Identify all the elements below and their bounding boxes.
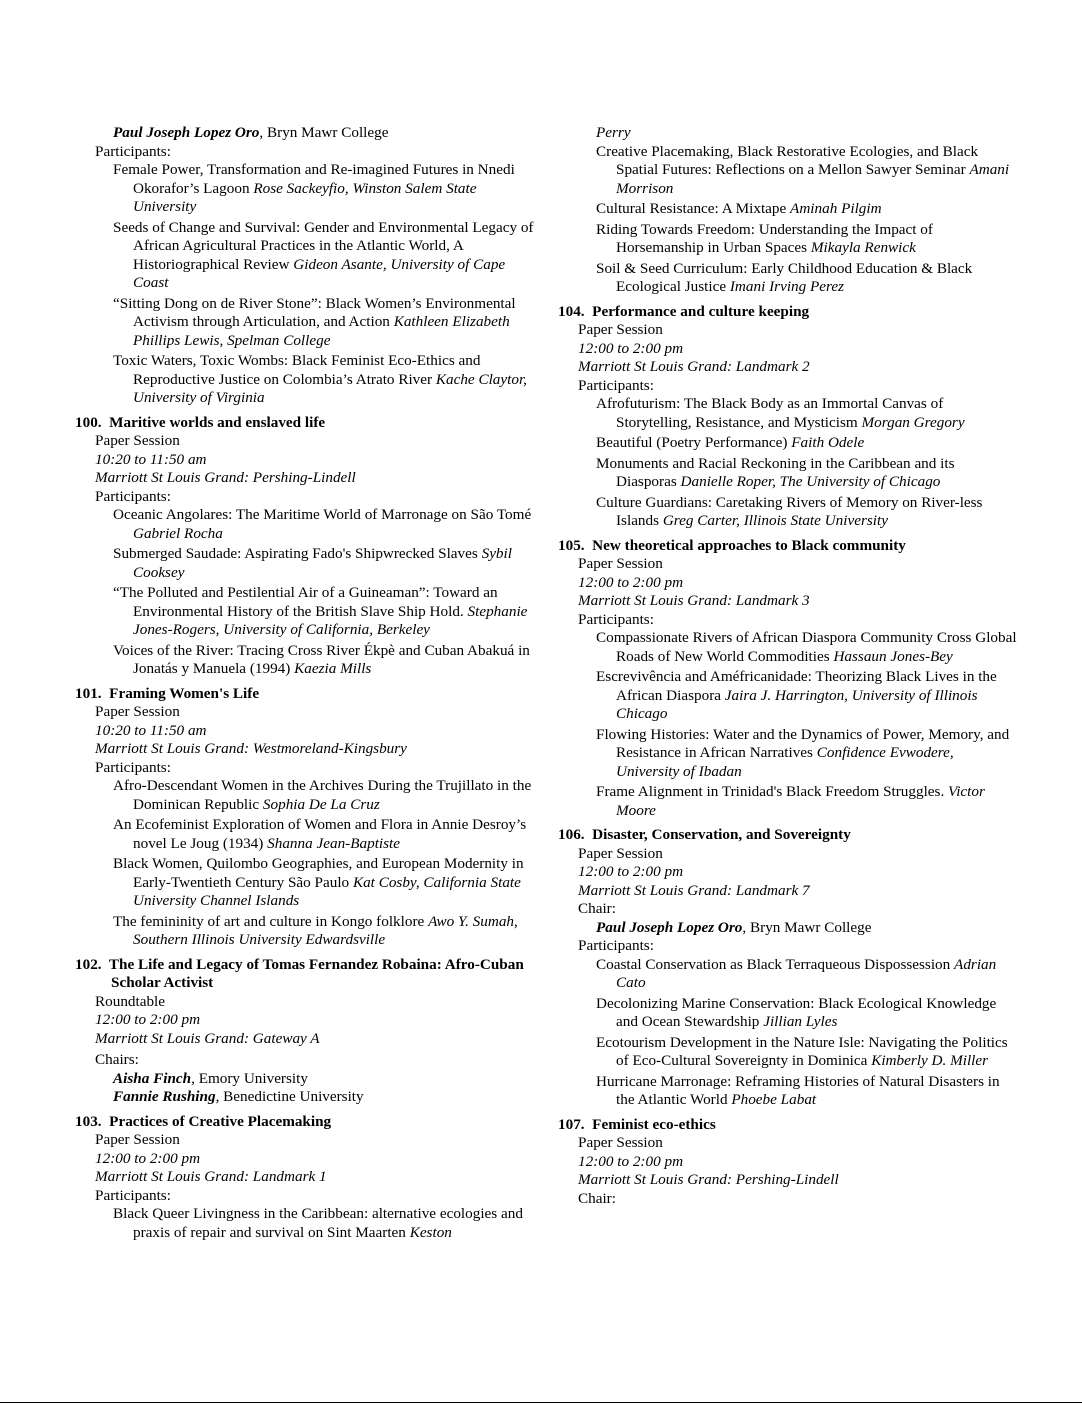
paper-entry: Riding Towards Freedom: Understanding the Impact of Horsemanship in Urban Spaces Mikayla Renwick <box>596 220 933 256</box>
paper-entry: Seeds of Change and Survival: Gender and Environmental Legacy of African Agricultural Practices in the Atlantic World, A Historiographical Review Gideon Asante, University of Cape Coast <box>113 218 534 291</box>
participants-label: Participants: <box>95 487 171 505</box>
chair-person: Paul Joseph Lopez Oro, Bryn Mawr College <box>596 918 872 936</box>
session-title: 106. Disaster, Conservation, and Sovereignty <box>558 826 851 843</box>
paper-entry: “Sitting Dong on de River Stone”: Black Women’s Environmental Activism through Articulation, and Action Kathleen Elizabeth Phillips Lewis, Spelman College <box>113 294 516 349</box>
session-type: Paper Session <box>578 321 663 338</box>
chairs-label: Chairs: <box>95 1051 139 1068</box>
participants-label: Participants: <box>578 610 654 628</box>
session-location: Marriott St Louis Grand: Landmark 2 <box>578 358 810 375</box>
paper-entry: Escrevivência and Améfricanidade: Theorizing Black Lives in the African Diaspora Jaira J. Harrington, University of Illinois Chicago <box>596 668 997 722</box>
session-title: 107. Feminist eco-ethics <box>558 1115 716 1133</box>
session-time: 12:00 to 2:00 pm <box>95 1149 201 1167</box>
participants-label: Participants: <box>95 1186 171 1204</box>
session-title: 104. Performance and culture keeping <box>558 302 810 320</box>
session-type: Paper Session <box>95 1131 180 1148</box>
participants-label: Participants: <box>578 937 654 954</box>
paper-entry: Oceanic Angolares: The Maritime World of Marronage on São Tomé Gabriel Rocha <box>113 506 532 542</box>
session-type: Paper Session <box>95 703 180 720</box>
session-time: 10:20 to 11:50 am <box>95 721 207 739</box>
paper-entry: Toxic Waters, Toxic Wombs: Black Feminist Eco-Ethics and Reproductive Justice on Colombia’s Atrato River Kache Claytor, University of Virginia <box>113 352 527 406</box>
session-location: Marriott St Louis Grand: Landmark 1 <box>95 1168 327 1185</box>
chair-label: Chair: <box>578 900 616 917</box>
paper-entry: Soil & Seed Curriculum: Early Childhood Education & Black Ecological Justice Imani Irving Perez <box>596 259 973 295</box>
chair-person: Paul Joseph Lopez Oro, Bryn Mawr College <box>113 124 389 141</box>
session-107 <box>558 1116 1018 1209</box>
session-106 <box>558 826 1018 1110</box>
participants-label: Participants: <box>578 376 654 394</box>
page-bottom-rule <box>0 1402 1082 1403</box>
paper-entry: Hurricane Marronage: Reframing Histories of Natural Disasters in the Atlantic World Phoebe Labat <box>596 1072 1000 1108</box>
paper-entry: Flowing Histories: Water and the Dynamics of Power, Memory, and Resistance in African Narratives Confidence Evwodere, University of Ibadan <box>596 725 1010 780</box>
paper-entry: Monuments and Racial Reckoning in the Caribbean and its Diasporas Danielle Roper, The University of Chicago <box>596 454 955 490</box>
carried-author: Perry <box>596 124 631 141</box>
paper-entry: Beautiful (Poetry Performance) Faith Odele <box>596 434 865 451</box>
paper-entry: Culture Guardians: Caretaking Rivers of Memory on River-less Islands Greg Carter, Illinois State University <box>596 493 983 529</box>
session-time: 12:00 to 2:00 pm <box>578 1152 684 1170</box>
session-time: 12:00 to 2:00 pm <box>578 863 684 880</box>
session-100 <box>75 414 535 679</box>
session-time: 12:00 to 2:00 pm <box>578 339 684 357</box>
session-time: 12:00 to 2:00 pm <box>95 1011 201 1028</box>
paper-entry: Creative Placemaking, Black Restorative Ecologies, and Black Spatial Futures: Reflections on a Mellon Sawyer Seminar Amani Morrison <box>596 142 1010 197</box>
session-location: Marriott St Louis Grand: Landmark 3 <box>578 592 810 609</box>
participants-label: Participants: <box>95 758 171 776</box>
session-title: 100. Maritive worlds and enslaved life <box>75 413 326 431</box>
session-101 <box>75 685 535 950</box>
paper-entry: Voices of the River: Tracing Cross River Ékpè and Cuban Abakuá in Jonatás y Manuela (1994) Kaezia Mills <box>113 641 530 677</box>
chair-label: Chair: <box>578 1189 616 1207</box>
paper-entry: “The Polluted and Pestilential Air of a Guineaman”: Toward an Environmental History of the British Slave Ship Hold. Stephanie Jones-Rogers, University of California, Berkeley <box>113 584 528 638</box>
paper-entry: An Ecofeminist Exploration of Women and Flora in Annie Desroy’s novel Le Joug (1934) Shanna Jean-Baptiste <box>113 816 527 852</box>
participants-label: Participants: <box>95 142 171 160</box>
session-type: Roundtable <box>95 992 166 1010</box>
session-location: Marriott St Louis Grand: Pershing-Lindell <box>578 1171 839 1188</box>
chair-person: Aisha Finch, Emory University <box>113 1069 308 1087</box>
session-location: Marriott St Louis Grand: Pershing-Lindell <box>95 469 356 486</box>
session-type: Paper Session <box>95 432 180 449</box>
right-column <box>558 124 1018 1208</box>
paper-entry: Ecotourism Development in the Nature Isle: Navigating the Politics of Eco-Cultural Sovereignty in Dominica Kimberly D. Miller <box>596 1033 1008 1069</box>
paper-entry: The femininity of art and culture in Kongo folklore Awo Y. Sumah, Southern Illinois University Edwardsville <box>113 912 518 948</box>
session-location: Marriott St Louis Grand: Landmark 7 <box>578 881 810 899</box>
paper-entry: Frame Alignment in Trinidad's Black Freedom Struggles. Victor Moore <box>596 783 985 819</box>
paper-entry: Afro-Descendant Women in the Archives During the Trujillato in the Dominican Republic Sophia De La Cruz <box>113 777 532 813</box>
session-time: 12:00 to 2:00 pm <box>578 573 684 591</box>
paper-entry: Coastal Conservation as Black Terraqueous Dispossession Adrian Cato <box>596 955 997 991</box>
paper-entry: Black Women, Quilombo Geographies, and European Modernity in Early-Twentieth Century São Paulo Kat Cosby, California State University Channel Islands <box>113 855 524 909</box>
session-title: 102. The Life and Legacy of Tomas Fernandez Robaina: Afro-Cuban Scholar Activist <box>75 955 524 991</box>
paper-entry: Black Queer Livingness in the Caribbean: alternative ecologies and praxis of repair and survival on Sint Maarten Keston <box>113 1205 523 1241</box>
session-type: Paper Session <box>578 844 663 862</box>
session-title: 103. Practices of Creative Placemaking <box>75 1112 332 1130</box>
paper-entry: Female Power, Transformation and Re-imagined Futures in Nnedi Okorafor’s Lagoon Rose Sackeyfio, Winston Salem State University <box>113 161 515 215</box>
session-104 <box>558 303 1018 531</box>
chair-person: Fannie Rushing, Benedictine University <box>113 1088 364 1105</box>
session-location: Marriott St Louis Grand: Gateway A <box>95 1029 320 1047</box>
paper-entry: Compassionate Rivers of African Diaspora Community Cross Global Roads of New World Commodities Hassaun Jones-Bey <box>596 629 1017 665</box>
left-column <box>75 124 535 1244</box>
session-title: 101. Framing Women's Life <box>75 684 260 702</box>
session-title: 105. New theoretical approaches to Black community <box>558 536 906 554</box>
paper-entry: Cultural Resistance: A Mixtape Aminah Pilgim <box>596 200 882 217</box>
session-105 <box>558 537 1018 821</box>
paper-entry: Submerged Saudade: Aspirating Fado's Shipwrecked Slaves Sybil Cooksey <box>113 545 512 581</box>
session-103 <box>75 1113 535 1243</box>
session-time: 10:20 to 11:50 am <box>95 450 207 468</box>
session-location: Marriott St Louis Grand: Westmoreland-Kingsbury <box>95 740 407 757</box>
session-102 <box>75 956 535 1107</box>
session-type: Paper Session <box>578 555 663 572</box>
session-type: Paper Session <box>578 1134 663 1151</box>
paper-entry: Afrofuturism: The Black Body as an Immortal Canvas of Storytelling, Resistance, and Mysticism Morgan Gregory <box>596 395 965 431</box>
paper-entry: Decolonizing Marine Conservation: Black Ecological Knowledge and Ocean Stewardship Jillian Lyles <box>596 994 997 1030</box>
